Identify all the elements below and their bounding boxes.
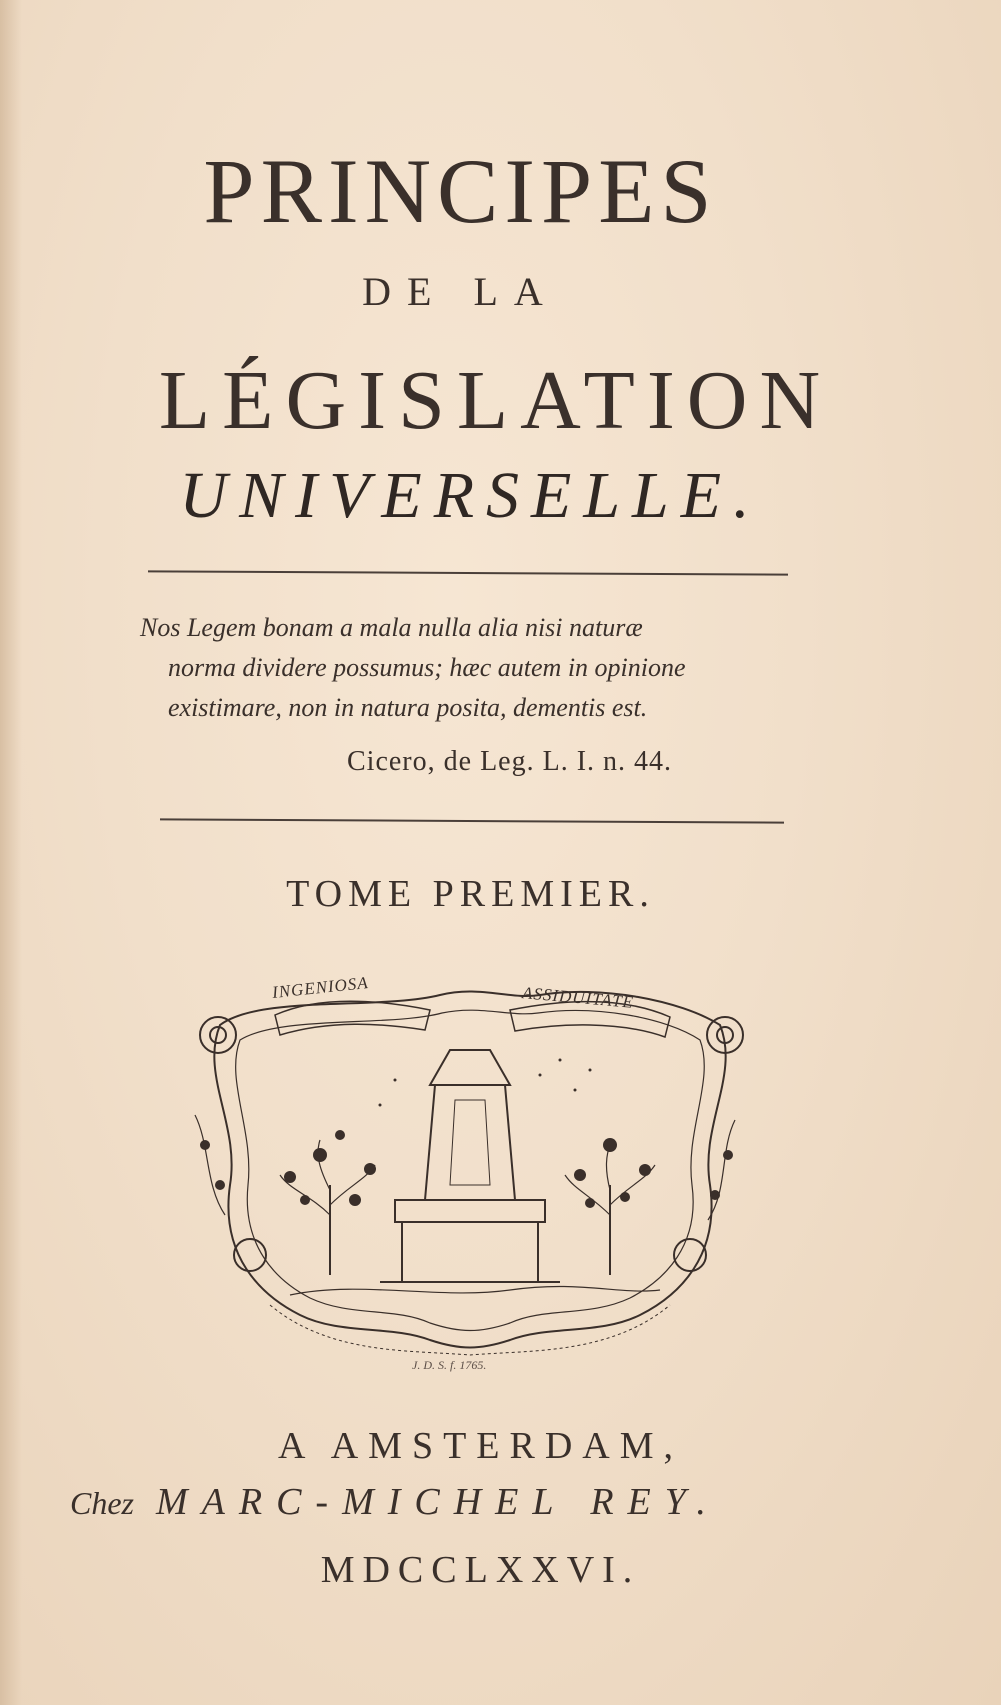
imprint-publisher-line — [70, 1480, 970, 1524]
epigraph-line-2: norma dividere possumus; hæc autem in opinione — [168, 653, 686, 682]
title-principes: PRINCIPES — [203, 140, 718, 242]
epigraph — [140, 608, 800, 728]
title-legislation: LÉGISLATION — [158, 354, 833, 447]
imprint-year: MDCCLXXVI. — [320, 1549, 641, 1591]
volume-label: TOME PREMIER. — [286, 873, 655, 915]
epigraph-line-3: existimare, non in natura posita, dementis est. — [168, 693, 648, 722]
printer-device-engraving — [180, 955, 760, 1375]
vignette-motto-left: INGENIOSA — [271, 972, 370, 1003]
vignette-motto-right: ASSIDUITATE — [521, 983, 635, 1012]
title-universelle: UNIVERSELLE. — [179, 459, 762, 532]
bottom-divider — [160, 818, 784, 823]
top-divider — [148, 570, 788, 575]
engraver-signature: J. D. S. f. 1765. — [412, 1358, 487, 1372]
imprint-place: A AMSTERDAM, — [277, 1425, 684, 1467]
title-de-la: DE LA — [362, 269, 559, 314]
epigraph-citation: Cicero, de Leg. L. I. n. 44. — [347, 746, 673, 777]
imprint-chez: Chez — [70, 1485, 134, 1521]
epigraph-line-1: Nos Legem bonam a mala nulla alia nisi naturæ — [140, 613, 643, 642]
imprint-publisher: MARC-MICHEL REY. — [156, 1481, 720, 1523]
